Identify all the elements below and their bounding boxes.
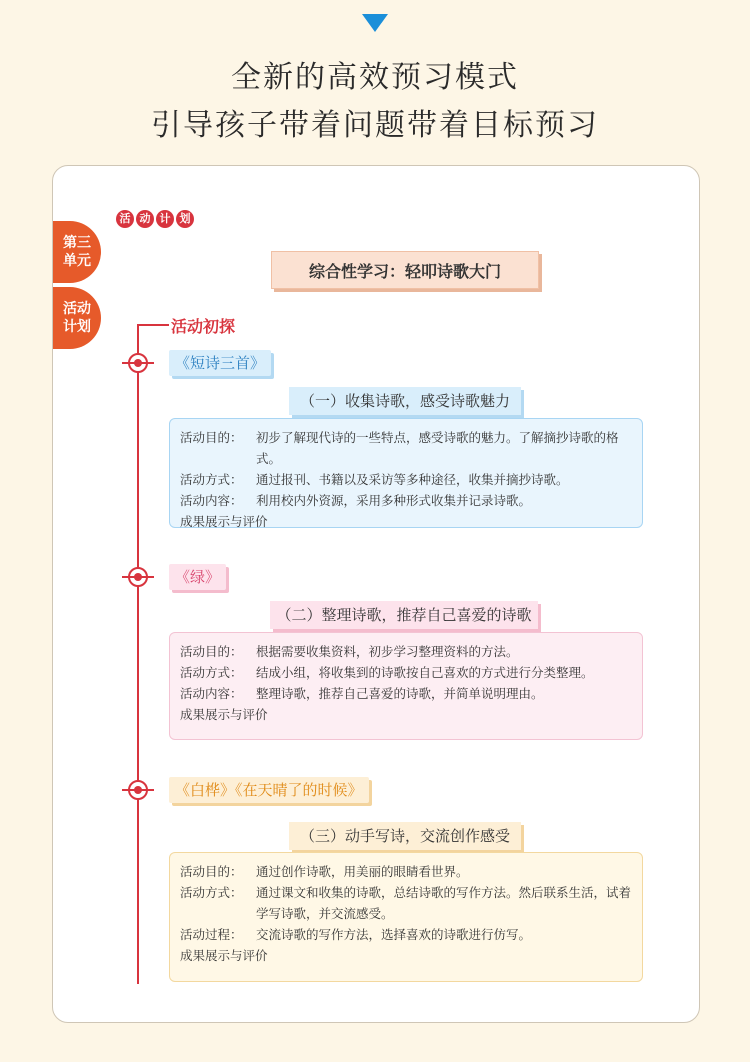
panel-row bbox=[180, 861, 632, 882]
row-text: 根据需要收集资料，初步学习整理资料的方法。 bbox=[256, 644, 519, 659]
panel-row bbox=[180, 683, 632, 704]
section-panel bbox=[169, 418, 643, 528]
row-label: 活动内容： bbox=[180, 686, 243, 701]
row-label: 活动目的： bbox=[180, 864, 243, 879]
row-label: 活动内容： bbox=[180, 493, 243, 508]
down-arrow-icon bbox=[362, 14, 388, 32]
row-text: 通过课文和收集的诗歌，总结诗歌的写作方法。然后联系生活，试着学写诗歌，并交流感受。 bbox=[256, 885, 632, 921]
row-label: 活动方式： bbox=[180, 885, 243, 900]
row-text: 通过报刊、书籍以及采访等多种途径，收集并摘抄诗歌。 bbox=[256, 472, 569, 487]
plan-tag-char: 划 bbox=[176, 210, 194, 228]
headline-line1: 全新的高效预习模式 bbox=[231, 60, 519, 95]
plan-tag-char: 动 bbox=[136, 210, 154, 228]
row-label: 活动方式： bbox=[180, 665, 243, 680]
panel-footer: 成果展示与评价 bbox=[180, 707, 268, 722]
panel-footer: 成果展示与评价 bbox=[180, 948, 268, 963]
section-heading: （二）整理诗歌，推荐自己喜爱的诗歌 bbox=[270, 601, 538, 629]
row-label: 活动目的： bbox=[180, 644, 243, 659]
activity-plan-card bbox=[52, 165, 700, 1023]
row-text: 初步了解现代诗的一些特点，感受诗歌的魅力。了解摘抄诗歌的格式。 bbox=[256, 430, 619, 466]
section-panel bbox=[169, 852, 643, 982]
side-tab-unit[interactable]: 第三 单元 bbox=[53, 221, 101, 283]
plan-tag-char: 计 bbox=[156, 210, 174, 228]
timeline-line bbox=[137, 324, 139, 984]
panel-row bbox=[180, 490, 632, 511]
row-text: 交流诗歌的写作方法，选择喜欢的诗歌进行仿写。 bbox=[256, 927, 532, 942]
section-panel bbox=[169, 632, 643, 740]
section-heading: （三）动手写诗，交流创作感受 bbox=[289, 822, 521, 850]
timeline-node-icon bbox=[128, 353, 148, 373]
panel-row bbox=[180, 924, 632, 945]
panel-row bbox=[180, 469, 632, 490]
timeline-node-icon bbox=[128, 780, 148, 800]
panel-row bbox=[180, 882, 632, 924]
row-text: 通过创作诗歌，用美丽的眼睛看世界。 bbox=[256, 864, 469, 879]
plan-tag-char: 活 bbox=[116, 210, 134, 228]
panel-row bbox=[180, 662, 632, 683]
poem-tag: 《短诗三首》 bbox=[169, 350, 271, 376]
panel-row bbox=[180, 641, 632, 662]
explore-label: 活动初探 bbox=[171, 317, 236, 336]
row-text: 利用校内外资源，采用多种形式收集并记录诗歌。 bbox=[256, 493, 532, 508]
activity-title: 综合性学习：轻叩诗歌大门 bbox=[271, 251, 539, 289]
panel-row bbox=[180, 427, 632, 469]
poem-tag: 《白桦》《在天晴了的时候》 bbox=[169, 777, 369, 803]
timeline-node-icon bbox=[128, 567, 148, 587]
panel-footer: 成果展示与评价 bbox=[180, 514, 268, 529]
row-label: 活动目的： bbox=[180, 430, 243, 445]
section-heading: （一）收集诗歌，感受诗歌魅力 bbox=[289, 387, 521, 415]
row-text: 整理诗歌，推荐自己喜爱的诗歌，并简单说明理由。 bbox=[256, 686, 544, 701]
row-label: 活动过程： bbox=[180, 927, 243, 942]
side-tab-plan[interactable]: 活动 计划 bbox=[53, 287, 101, 349]
row-label: 活动方式： bbox=[180, 472, 243, 487]
activity-plan-tag bbox=[110, 210, 200, 232]
poem-tag: 《绿》 bbox=[169, 564, 226, 590]
row-text: 结成小组，将收集到的诗歌按自己喜欢的方式进行分类整理。 bbox=[256, 665, 594, 680]
timeline-branch bbox=[137, 324, 169, 326]
headline-line2: 引导孩子带着问题带着目标预习 bbox=[151, 108, 599, 143]
